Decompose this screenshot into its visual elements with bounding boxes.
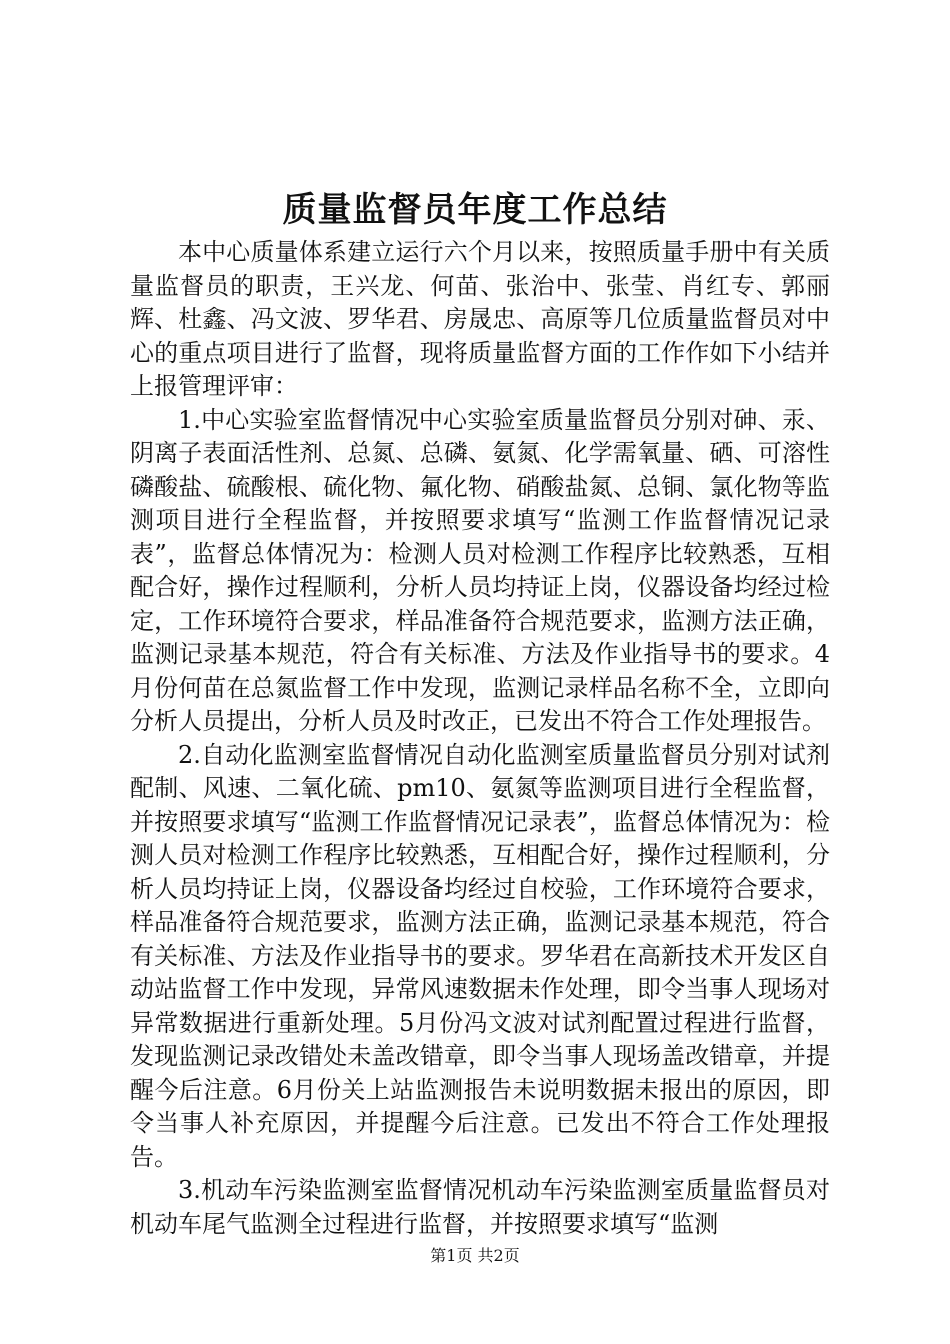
paragraph-section-1: 1.中心实验室监督情况中心实验室质量监督员分别对砷、汞、阴离子表面活性剂、总氮、总磷、氨氮、化学需氧量、硒、可溶性磷酸盐、硫酸根、硫化物、氟化物、硝酸盐氮、总铜、氯化物等监测项目进行全程监督，并按照要求填写“监测工作监督情况记录表”，监督总体情况为：检测人员对检测工作程序比较熟悉，互相配合好，操作过程顺利，分析人员均持证上岗，仪器设备均经过检定，工作环境符合要求，样品准备符合规范要求，监测方法正确，监测记录基本规范，符合有关标准、方法及作业指导书的要求。4月份何苗在总氮监督工作中发现，监测记录样品名称不全，立即向分析人员提出，分析人员及时改正，已发出不符合工作处理报告。: [130, 405, 830, 735]
paragraph-intro: 本中心质量体系建立运行六个月以来，按照质量手册中有关质量监督员的职责，王兴龙、何苗、张治中、张莹、肖红专、郭丽辉、杜鑫、冯文波、罗华君、房晟忠、高原等几位质量监督员对中心的重点项目进行了监督，现将质量监督方面的工作作如下小结并上报管理评审：: [130, 238, 830, 400]
document-title: 质量监督员年度工作总结: [282, 190, 668, 230]
document-body: [130, 236, 830, 1241]
paragraph-section-3: 3.机动车污染监测室监督情况机动车污染监测室质量监督员对机动车尾气监测全过程进行监督，并按照要求填写“监测: [130, 1176, 830, 1238]
paragraph-section-2: 2.自动化监测室监督情况自动化监测室质量监督员分别对试剂配制、风速、二氧化硫、pm10、氨氮等监测项目进行全程监督，并按照要求填写“监测工作监督情况记录表”，监督总体情况为：检测人员对检测工作程序比较熟悉，互相配合好，操作过程顺利，分析人员均持证上岗，仪器设备均经过自校验，工作环境符合要求，样品准备符合规范要求，监测方法正确，监测记录基本规范，符合有关标准、方法及作业指导书的要求。罗华君在高新技术开发区自动站监督工作中发现，异常风速数据未作处理，即令当事人现场对异常数据进行重新处理。5月份冯文波对试剂配置过程进行监督，发现监测记录改错处未盖改错章，即令当事人现场盖改错章，并提醒今后注意。6月份关上站监测报告未说明数据未报出的原因，即令当事人补充原因，并提醒今后注意。已发出不符合工作处理报告。: [130, 740, 830, 1171]
page-footer: 第1页 共2页: [430, 1246, 520, 1265]
